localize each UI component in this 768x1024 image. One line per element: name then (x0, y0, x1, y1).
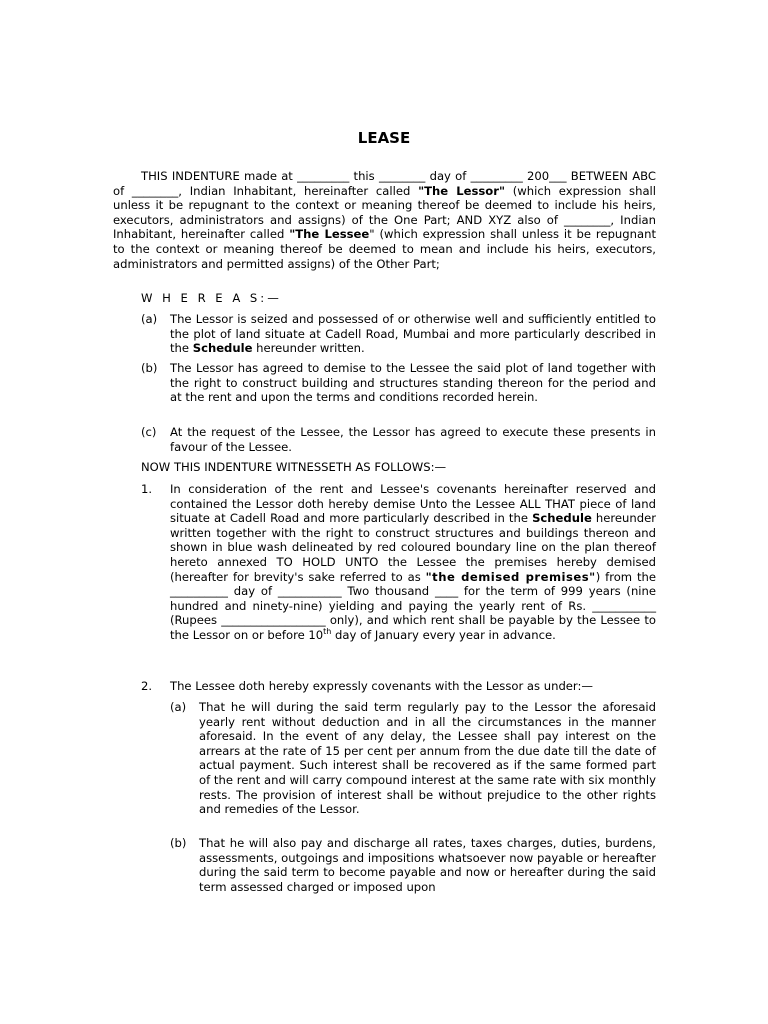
whereas-heading: W H E R E A S:— (141, 291, 282, 305)
clause-1-text-1: In consideration of the rent and Lessee's covenants hereinafter reserved and contained the Lessor doth hereby demise Unto the Lessee ALL THAT piece of land situate at Cadell Road and more particularly described in the (170, 482, 656, 526)
recital-b: The Lessor has agreed to demise to the Lessee the said plot of land together with the right to construct building and structures standing thereon for the period and at the rent and upon the terms and conditions recorded herein. (170, 361, 656, 405)
recital-a-text-2: hereunder written. (252, 341, 365, 356)
clause-2a: That he will during the said term regularly pay to the Lessor the aforesaid yearly rent without deduction and in all the circumstances in the manner aforesaid. In the event of any delay, the Lessee shall pay interest on the arrears at the rate of 15 per cent per annum from the due date till the date of actual payment. Such interest shall be recovered as if the same formed part of the rent and will carry compound interest at the same rate with six monthly rests. The provision of interest shall be without prejudice to the other rights and remedies of the Lessor. (199, 700, 656, 817)
lessor-term: "The Lessor" (418, 183, 505, 198)
intro-text-3: (which expression shall unless it be repugnant to the context or meaning thereof be deemed to mean and include his heirs, executors, administrators and permitted assigns) of the Other Part; (113, 227, 656, 271)
clause-1-text-4: day of January every year in advance. (331, 627, 556, 642)
witnesseth-heading: NOW THIS INDENTURE WITNESSETH AS FOLLOWS:— (141, 460, 447, 474)
recital-a-label: (a) (141, 312, 158, 326)
clause-1-text-3: ) from the __________ day of ___________ Two thousand ____ for the term of 999 years (nine hundred and ninety-nine) yielding and paying the yearly rent of Rs. ___________ (Rupees __________________ only), and which rent shall be payable by the Lessee to the Lessor on or before 10 (170, 569, 656, 642)
clause-2-intro: The Lessee doth hereby expressly covenants with the Lessor as under:— (170, 679, 593, 693)
intro-text-2: (which expression shall unless it be repugnant to the context or meaning thereof be deemed to include his heirs, executors, administrators and assigns) of the One Part; AND XYZ also of ________, Indian Inhabitant, hereinafter called (113, 183, 656, 242)
clause-1-label: 1. (141, 482, 153, 496)
clause-1-schedule: Schedule (532, 511, 592, 526)
document-title: LEASE (357, 129, 411, 147)
clause-2b: That he will also pay and discharge all rates, taxes charges, duties, burdens, assessments, outgoings and impositions whatsoever now payable or hereafter during the said term to become payable and now or hereafter during the said term assessed charged or imposed upon (199, 836, 656, 894)
ordinal-superscript: th (323, 626, 332, 636)
clause-1-text-2: hereunder written together with the right to construct structures and buildings thereon and shown in blue wash delineated by red coloured boundary line on the plan thereof hereto annexed TO HOLD UNTO the Lessee the premises hereby demised (hereafter for brevity's sake referred to as (170, 511, 657, 584)
demised-premises-term: "the demised premises" (425, 569, 596, 584)
clause-1 (170, 482, 656, 643)
recital-a-schedule: Schedule (192, 341, 253, 356)
intro-text-1: THIS INDENTURE made at _________ this ________ day of _________ 200___ BETWEEN ABC of ________, Indian Inhabitant, hereinafter called (113, 169, 656, 198)
recital-b-label: (b) (141, 361, 158, 375)
recital-a-text-1: The Lessor is seized and possessed of or otherwise well and sufficiently entitled to the plot of land situate at Cadell Road, Mumbai and more particularly described in the (170, 312, 656, 356)
recital-a (170, 312, 656, 356)
clause-2-label: 2. (141, 679, 153, 693)
recital-c-label: (c) (141, 425, 157, 439)
recital-c: At the request of the Lessee, the Lessor has agreed to execute these presents in favour of the Lessee. (170, 425, 656, 454)
lessee-term-close: " (369, 227, 375, 242)
clause-2a-label: (a) (170, 700, 187, 714)
intro-paragraph (113, 169, 656, 271)
lessee-term: "The Lessee (289, 227, 370, 242)
clause-2b-label: (b) (170, 836, 187, 850)
